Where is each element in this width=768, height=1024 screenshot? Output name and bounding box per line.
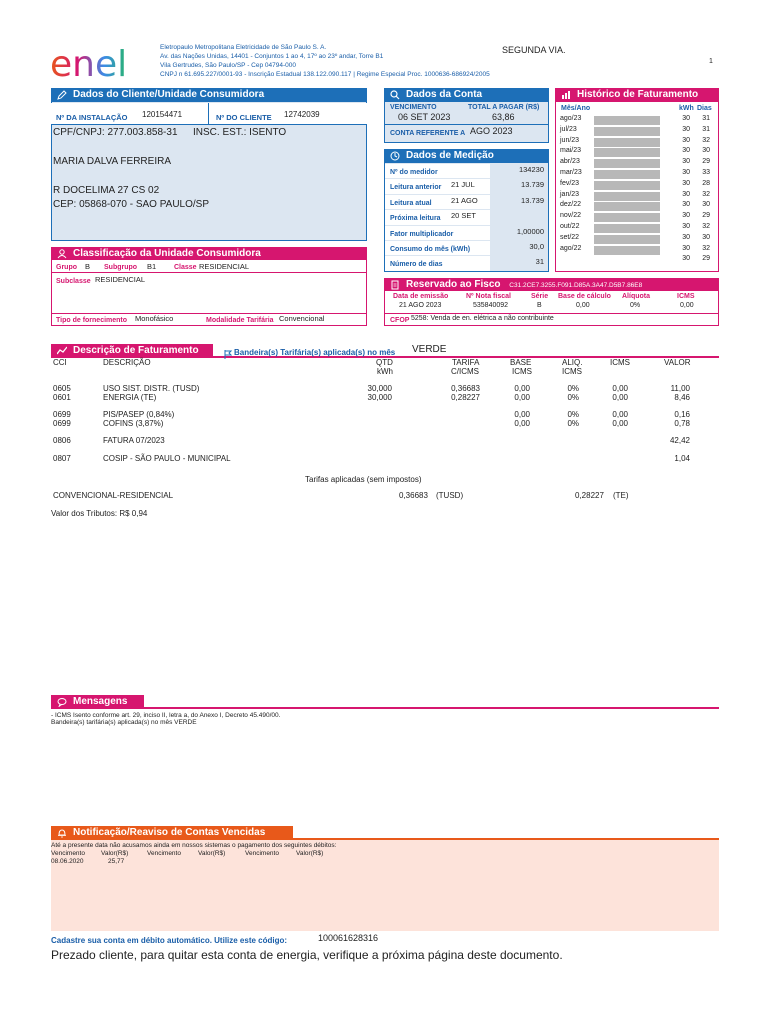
instalacao-label: Nº DA INSTALAÇÃO	[56, 113, 128, 122]
fat-aliq: 0%	[567, 410, 579, 419]
historico-bar	[594, 159, 660, 168]
fat-desc: FATURA 07/2023	[103, 436, 165, 445]
fisco-col-header: ICMS	[677, 293, 695, 300]
debito-codigo: 100061628316	[318, 933, 379, 943]
historico-mes: out/22	[560, 223, 580, 230]
fat-base: 0,00	[514, 384, 530, 393]
fisco-header	[384, 278, 719, 291]
fat-desc: USO SIST. DISTR. (TUSD)	[103, 384, 200, 393]
historico-dias: 32	[702, 190, 710, 198]
document-icon	[390, 280, 400, 290]
historico-dias: 29	[702, 255, 710, 263]
historico-mes: abr/23	[560, 158, 580, 166]
historico-mes: fev/23	[560, 179, 580, 187]
tarifas-title: Tarifas aplicadas (sem impostos)	[305, 475, 422, 484]
faturamento-title: Descrição de Faturamento	[73, 345, 199, 356]
trend-icon	[57, 346, 67, 356]
mensagens-title: Mensagens	[73, 696, 128, 707]
cpf: CPF/CNPJ: 277.003.858-31	[53, 127, 178, 138]
fisco-col-value: B	[537, 302, 542, 309]
medicao-row-label: Nº do medidor	[390, 169, 438, 176]
classificacao-title: Classificação da Unidade Consumidora	[73, 248, 261, 259]
mensagens-rule	[51, 707, 719, 709]
medicao-row-value: 31	[535, 257, 544, 267]
company-line-4: CNPJ n 61.695.227/0001-93 - Inscrição Estadual 138.122.090.117 | Regime Especial Proc. 1000636-686924/2005	[160, 71, 490, 78]
historico-bar	[594, 213, 660, 222]
historico-kwh: 30	[682, 244, 690, 252]
historico-dias: 32	[702, 136, 710, 144]
fat-qtd: 30,000	[367, 384, 392, 393]
historico-col-mes: Mês/Ano	[561, 105, 591, 112]
classe-value: RESIDENCIAL	[199, 262, 250, 271]
classe-label: Classe	[174, 264, 197, 271]
historico-kwh: 30	[682, 179, 690, 187]
fisco-col-value: 0,00	[680, 302, 694, 309]
conta-title: Dados da Conta	[406, 89, 483, 100]
historico-mes: jan/23	[560, 190, 580, 198]
historico-kwh: 30	[682, 136, 690, 144]
modalidade-value: Convencional	[279, 314, 325, 323]
valor-tributos: Valor dos Tributos: R$ 0,94	[51, 509, 148, 518]
historico-mes: ago/23	[560, 115, 582, 122]
subgrupo-value: B1	[147, 262, 157, 271]
historico-kwh: 30	[682, 169, 690, 176]
fisco-title: Reservado ao Fisco	[406, 279, 501, 290]
historico-kwh: 30	[682, 233, 690, 241]
medicao-row-label: Número de dias	[390, 261, 443, 269]
cliente-value: 12742039	[284, 110, 320, 119]
fat-cci: 0699	[53, 419, 71, 428]
fat-aliq: 0%	[567, 393, 579, 402]
historico-mes: set/22	[560, 233, 580, 241]
insc-est: INSC. EST.: ISENTO	[193, 127, 287, 138]
medicao-row-date: 21 JUL	[451, 180, 475, 190]
medicao-row-label: Leitura anterior	[390, 184, 442, 192]
historico-kwh: 30	[682, 158, 690, 166]
conta-header	[384, 88, 549, 102]
pencil-icon	[57, 90, 67, 100]
fisco-col-header: Data de emissão	[393, 293, 449, 300]
medicao-title: Dados de Medição	[406, 150, 494, 161]
historico-col-kwh: kWh	[679, 105, 694, 112]
historico-mes: dez/22	[560, 201, 582, 209]
fat-cci: 0807	[53, 454, 71, 463]
cfop-label: CFOP	[390, 317, 410, 324]
notificacao-line: Até a presente data não acusamos ainda em nossos sistemas o pagamento dos seguintes débitos:	[51, 842, 337, 849]
notificacao-col: Valor(R$)	[198, 850, 226, 857]
historico-dias: 28	[702, 179, 710, 187]
notificacao-col: Valor(R$)	[296, 850, 324, 857]
notificacao-valor: 25,77	[108, 858, 125, 865]
historico-bar	[594, 224, 660, 233]
historico-bar	[594, 181, 660, 190]
enel-logo	[50, 44, 136, 84]
historico-bar	[594, 148, 660, 157]
fat-desc: COSIP - SÃO PAULO - MUNICIPAL	[103, 454, 231, 463]
historico-mes: mai/23	[560, 147, 582, 155]
historico-kwh: 30	[682, 223, 690, 230]
subclasse-value: RESIDENCIAL	[95, 275, 146, 284]
subclasse-label: Subclasse	[56, 278, 91, 285]
referente-value: AGO 2023	[470, 126, 513, 136]
fat-icms: 0,00	[612, 419, 628, 428]
medicao-row-value: 13.739	[521, 195, 544, 205]
speech-bubble-icon	[57, 697, 67, 707]
notificacao-title: Notificação/Reaviso de Contas Vencidas	[73, 827, 266, 838]
fisco-col-header: Nº Nota fiscal	[466, 293, 511, 300]
copy-label: SEGUNDA VIA.	[502, 45, 566, 55]
historico-mes: jul/23	[560, 125, 577, 133]
aviso-pagamento: Prezado cliente, para quitar esta conta de energia, verifique a próxima página deste documento.	[51, 948, 563, 962]
cliente-label: Nº DO CLIENTE	[216, 113, 272, 122]
conta-divider	[384, 124, 549, 125]
fat-valor: 0,78	[674, 419, 690, 428]
user-icon	[57, 249, 67, 259]
fat-desc: PIS/PASEP (0,84%)	[103, 410, 175, 419]
historico-kwh: 30	[682, 212, 690, 220]
fat-valor: 11,00	[670, 384, 690, 393]
vencimento-value: 06 SET 2023	[398, 112, 451, 122]
fat-qtd: 30,000	[367, 393, 392, 402]
medicao-row-value: 134230	[518, 165, 544, 174]
notificacao-col: Vencimento	[245, 850, 279, 857]
col-tarifa-2: C/ICMS	[451, 367, 479, 376]
historico-col-dias: Dias	[697, 105, 712, 112]
historico-kwh: 30	[682, 147, 690, 155]
medicao-row-label: Consumo do mês (kWh)	[390, 246, 471, 253]
flag-icon	[224, 346, 232, 355]
fat-cci: 0601	[53, 393, 71, 402]
referente-label: CONTA REFERENTE A	[390, 130, 466, 137]
medicao-row-date: 20 SET	[451, 211, 477, 221]
col-aliq: ALIQ.	[562, 358, 583, 367]
fisco-col-value: 535840092	[473, 302, 509, 309]
notificacao-col: Valor(R$)	[101, 850, 129, 857]
fisco-col-header: Alíquota	[622, 293, 650, 300]
col-valor: VALOR	[664, 358, 691, 367]
historico-dias: 30	[702, 201, 710, 209]
grupo-label: Grupo	[56, 264, 77, 271]
bar-chart-icon	[561, 90, 571, 100]
fat-base: 0,00	[514, 410, 530, 419]
fat-valor: 8,46	[674, 393, 690, 402]
medicao-row-label: Leitura atual	[390, 199, 432, 207]
bandeira-label: Bandeira(s) Tarifária(s) aplicada(s) no mês	[234, 348, 396, 357]
col-icms: ICMS	[610, 358, 630, 367]
mensagem-1: - ICMS Isento conforme art. 29, inciso II, letra a, do Anexo I, Decreto 45.490/00.	[51, 712, 281, 719]
historico-dias: 31	[702, 125, 710, 133]
historico-header	[555, 88, 719, 102]
historico-bar	[594, 116, 660, 125]
medicao-row-value: 1,00000	[516, 226, 544, 236]
svg-text:enel: enel	[50, 44, 128, 84]
notificacao-col: Vencimento	[51, 850, 85, 857]
fat-icms: 0,00	[612, 410, 628, 419]
fat-icms: 0,00	[612, 393, 628, 402]
company-line-3: Vila Gertrudes, São Paulo/SP - Cep 04794-000	[160, 62, 296, 69]
fat-desc: COFINS (3,87%)	[103, 419, 164, 428]
nome-cliente: MARIA DALVA FERREIRA	[53, 156, 171, 167]
fisco-col-header: Base de cálculo	[558, 293, 611, 300]
debito-label: Cadastre sua conta em débito automático. Utilize este código:	[51, 936, 288, 945]
col-qtd-unit: kWh	[377, 367, 393, 376]
historico-dias: 29	[702, 158, 710, 166]
medicao-header	[384, 149, 549, 163]
fornecimento-value: Monofásico	[135, 314, 174, 323]
fat-tarifa: 0,36683	[451, 384, 480, 393]
col-base: BASE	[510, 358, 532, 367]
fisco-divider	[384, 313, 719, 314]
historico-dias: 30	[702, 147, 710, 155]
classificacao-header	[51, 247, 367, 260]
fat-valor: 42,42	[669, 436, 690, 445]
fornecimento-label: Tipo de fornecimento	[56, 317, 128, 324]
fat-cci: 0699	[53, 410, 71, 419]
subgrupo-label: Subgrupo	[104, 264, 138, 271]
historico-mes: mar/23	[560, 169, 582, 176]
fat-tarifa: 0,28227	[451, 393, 480, 402]
col-qtd: QTD	[376, 358, 393, 367]
fat-aliq: 0%	[567, 419, 579, 428]
total-value: 63,86	[492, 112, 515, 122]
col-desc: DESCRIÇÃO	[103, 358, 151, 367]
historico-bar	[594, 246, 660, 255]
instalacao-value: 120154471	[142, 110, 183, 119]
company-line-2: Av. das Nações Unidas, 14401 - Conjuntos 1 ao 4, 17º ao 23º andar, Torre B1	[160, 53, 384, 60]
total-label: TOTAL A PAGAR (R$)	[468, 104, 540, 111]
notificacao-col: Vencimento	[147, 850, 181, 857]
historico-bar	[594, 235, 660, 244]
historico-kwh: 30	[682, 125, 690, 133]
col-tarifa: TARIFA	[452, 358, 480, 367]
tarifa-te-label: (TE)	[613, 491, 629, 500]
fat-icms: 0,00	[612, 384, 628, 393]
fisco-col-header: Série	[531, 293, 549, 300]
col-base-2: ICMS	[512, 367, 532, 376]
clock-icon	[390, 151, 400, 161]
historico-bar	[594, 192, 660, 201]
fat-aliq: 0%	[567, 384, 579, 393]
cfop-value: 5258: Venda de en. elétrica a não contribuinte	[411, 315, 554, 322]
vencimento-label: VENCIMENTO	[390, 104, 437, 111]
fisco-col-value: 0%	[630, 302, 641, 309]
medicao-row-label: Fator multiplicador	[390, 230, 454, 238]
fat-base: 0,00	[514, 419, 530, 428]
medicao-row-value: 13.739	[521, 180, 544, 190]
fat-desc: ENERGIA (TE)	[103, 393, 157, 402]
historico-title: Histórico de Faturamento	[577, 89, 699, 100]
historico-kwh: 30	[682, 190, 690, 198]
cliente-header	[51, 88, 367, 102]
notificacao-rule	[51, 838, 719, 840]
page-number: 1	[709, 58, 713, 65]
historico-dias: 32	[702, 223, 710, 230]
historico-mes: ago/22	[560, 244, 582, 252]
bandeira-value: VERDE	[412, 344, 447, 355]
endereco: R DOCELIMA 27 CS 02	[53, 185, 160, 196]
medicao-row-label: Próxima leitura	[390, 215, 441, 223]
historico-bar	[594, 127, 660, 136]
fisco-col-value: 0,00	[576, 302, 590, 309]
historico-bar	[594, 170, 660, 179]
bell-icon	[57, 828, 67, 838]
fat-valor: 0,16	[674, 410, 690, 419]
historico-dias: 31	[702, 115, 710, 122]
historico-bar	[594, 202, 660, 211]
historico-kwh: 30	[682, 255, 690, 263]
historico-mes: nov/22	[560, 212, 582, 220]
tarifa-tipo: CONVENCIONAL-RESIDENCIAL	[53, 491, 174, 500]
historico-kwh: 30	[682, 115, 690, 122]
historico-mes: jun/23	[560, 136, 580, 144]
medicao-row-value: 30,0	[529, 242, 544, 251]
tarifa-te-value: 0,28227	[575, 491, 604, 500]
fat-cci: 0605	[53, 384, 71, 393]
mensagem-2: Bandeira(s) tarifária(s) aplicada(s) no mês VERDE	[51, 719, 197, 726]
tarifa-tusd-label: (TUSD)	[436, 491, 464, 500]
fat-valor: 1,04	[674, 454, 690, 463]
historico-dias: 30	[702, 233, 710, 241]
medicao-row-date: 21 AGO	[451, 195, 478, 205]
historico-dias: 33	[702, 169, 710, 176]
modalidade-label: Modalidade Tarifária	[206, 317, 274, 324]
historico-dias: 29	[702, 212, 710, 220]
historico-dias: 32	[702, 244, 710, 252]
fat-cci: 0806	[53, 436, 71, 445]
fisco-hash: C31.2CE7.3255.F091.D85A.3A47.D5B7.86E8	[509, 282, 643, 289]
fat-base: 0,00	[514, 393, 530, 402]
cliente-title: Dados do Cliente/Unidade Consumidora	[73, 89, 265, 100]
cep: CEP: 05868-070 - SAO PAULO/SP	[53, 199, 210, 210]
fisco-col-value: 21 AGO 2023	[399, 302, 442, 309]
col-cci: CCI	[53, 358, 67, 367]
magnifier-icon	[390, 90, 400, 100]
historico-bar	[594, 138, 660, 147]
col-aliq-2: ICMS	[562, 367, 582, 376]
notificacao-venc: 08.06.2020	[51, 858, 84, 865]
company-line-1: Eletropaulo Metropolitana Eletricidade de São Paulo S. A.	[160, 44, 327, 51]
historico-kwh: 30	[682, 201, 690, 209]
tarifa-tusd-value: 0,36683	[399, 491, 428, 500]
classificacao-row-divider	[51, 272, 367, 273]
grupo-value: B	[85, 262, 91, 271]
